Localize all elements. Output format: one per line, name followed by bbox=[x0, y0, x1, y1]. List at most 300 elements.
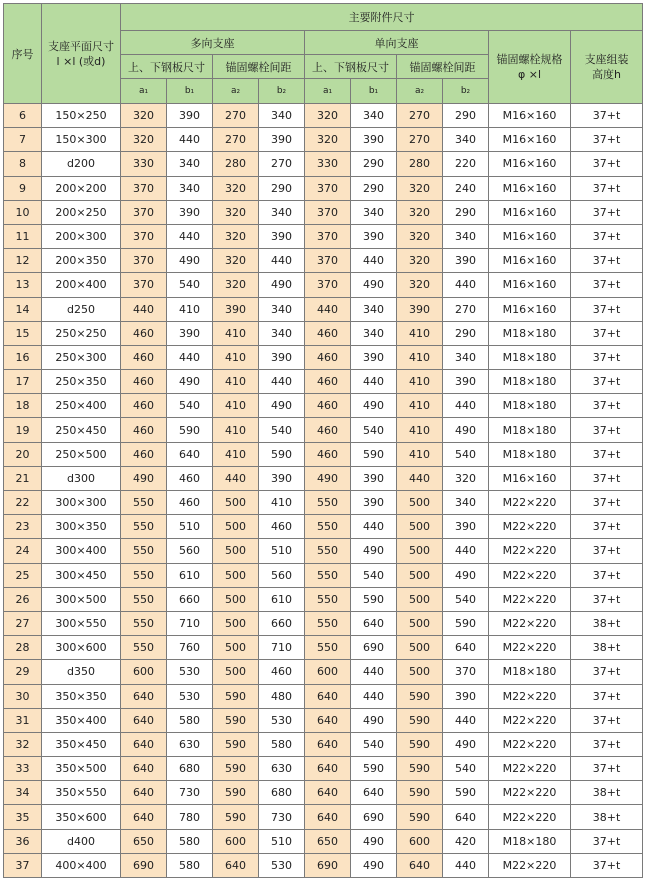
table-row bbox=[4, 394, 643, 418]
cell-single-b2: 290 bbox=[443, 200, 489, 224]
table-row bbox=[4, 636, 643, 660]
table-row bbox=[4, 587, 643, 611]
cell-bolt-spec: M18×180 bbox=[489, 321, 571, 345]
cell-single-a1: 330 bbox=[305, 152, 351, 176]
cell-multi-a1: 550 bbox=[121, 515, 167, 539]
cell-single-a2: 590 bbox=[397, 781, 443, 805]
cell-plan-dimensions: 350×400 bbox=[42, 708, 121, 732]
cell-multi-a1: 460 bbox=[121, 370, 167, 394]
cell-multi-b1: 440 bbox=[167, 345, 213, 369]
cell-index: 13 bbox=[4, 273, 42, 297]
cell-single-a1: 600 bbox=[305, 660, 351, 684]
cell-single-b2: 340 bbox=[443, 491, 489, 515]
cell-plan-dimensions: 250×250 bbox=[42, 321, 121, 345]
cell-single-a1: 550 bbox=[305, 611, 351, 635]
cell-multi-b2: 630 bbox=[259, 757, 305, 781]
cell-multi-b1: 580 bbox=[167, 829, 213, 853]
cell-single-b2: 220 bbox=[443, 152, 489, 176]
cell-bolt-spec: M22×220 bbox=[489, 732, 571, 756]
cell-single-a1: 320 bbox=[305, 128, 351, 152]
cell-multi-a1: 650 bbox=[121, 829, 167, 853]
cell-plan-dimensions: 350×500 bbox=[42, 757, 121, 781]
cell-multi-a1: 550 bbox=[121, 563, 167, 587]
cell-multi-a1: 550 bbox=[121, 491, 167, 515]
cell-assembly-height: 37+t bbox=[571, 442, 643, 466]
cell-index: 22 bbox=[4, 491, 42, 515]
cell-single-b2: 640 bbox=[443, 636, 489, 660]
table-row bbox=[4, 563, 643, 587]
cell-multi-a2: 410 bbox=[213, 418, 259, 442]
cell-multi-a2: 590 bbox=[213, 684, 259, 708]
cell-index: 33 bbox=[4, 757, 42, 781]
cell-plan-dimensions: 250×400 bbox=[42, 394, 121, 418]
header-multi-a2: a₂ bbox=[213, 79, 259, 104]
table-row bbox=[4, 152, 643, 176]
cell-multi-a2: 320 bbox=[213, 176, 259, 200]
header-plan-dimensions-line1: 支座平面尺寸 bbox=[48, 39, 114, 53]
cell-single-b1: 290 bbox=[351, 152, 397, 176]
cell-plan-dimensions: 250×350 bbox=[42, 370, 121, 394]
cell-multi-b1: 680 bbox=[167, 757, 213, 781]
cell-single-b2: 390 bbox=[443, 684, 489, 708]
cell-multi-b1: 610 bbox=[167, 563, 213, 587]
cell-plan-dimensions: d400 bbox=[42, 829, 121, 853]
table-row bbox=[4, 249, 643, 273]
cell-plan-dimensions: 350×550 bbox=[42, 781, 121, 805]
header-multi-a1: a₁ bbox=[121, 79, 167, 104]
cell-plan-dimensions: d300 bbox=[42, 466, 121, 490]
cell-multi-a2: 600 bbox=[213, 829, 259, 853]
cell-index: 21 bbox=[4, 466, 42, 490]
cell-single-a1: 460 bbox=[305, 442, 351, 466]
cell-single-b1: 390 bbox=[351, 491, 397, 515]
cell-assembly-height: 37+t bbox=[571, 732, 643, 756]
cell-index: 23 bbox=[4, 515, 42, 539]
cell-multi-a2: 500 bbox=[213, 515, 259, 539]
cell-plan-dimensions: 250×450 bbox=[42, 418, 121, 442]
cell-assembly-height: 37+t bbox=[571, 224, 643, 248]
cell-bolt-spec: M22×220 bbox=[489, 853, 571, 877]
cell-index: 18 bbox=[4, 394, 42, 418]
cell-single-a1: 460 bbox=[305, 321, 351, 345]
cell-single-b1: 390 bbox=[351, 345, 397, 369]
cell-multi-a1: 460 bbox=[121, 321, 167, 345]
cell-single-a2: 410 bbox=[397, 370, 443, 394]
cell-single-b1: 340 bbox=[351, 297, 397, 321]
header-plan-dimensions bbox=[42, 4, 121, 104]
cell-assembly-height: 37+t bbox=[571, 853, 643, 877]
cell-single-a1: 550 bbox=[305, 563, 351, 587]
cell-single-b2: 440 bbox=[443, 853, 489, 877]
cell-multi-b2: 440 bbox=[259, 249, 305, 273]
cell-single-b1: 540 bbox=[351, 418, 397, 442]
cell-multi-a2: 320 bbox=[213, 224, 259, 248]
cell-multi-a1: 460 bbox=[121, 345, 167, 369]
table-row bbox=[4, 104, 643, 128]
cell-index: 10 bbox=[4, 200, 42, 224]
cell-single-a1: 640 bbox=[305, 732, 351, 756]
cell-single-a2: 500 bbox=[397, 563, 443, 587]
cell-multi-a2: 410 bbox=[213, 321, 259, 345]
cell-multi-a1: 690 bbox=[121, 853, 167, 877]
cell-multi-b2: 590 bbox=[259, 442, 305, 466]
cell-single-b1: 290 bbox=[351, 176, 397, 200]
cell-multi-b1: 340 bbox=[167, 176, 213, 200]
table-row bbox=[4, 224, 643, 248]
cell-assembly-height: 37+t bbox=[571, 563, 643, 587]
cell-single-a2: 500 bbox=[397, 636, 443, 660]
cell-single-b2: 590 bbox=[443, 611, 489, 635]
table-row bbox=[4, 515, 643, 539]
cell-multi-a2: 270 bbox=[213, 128, 259, 152]
cell-multi-a1: 370 bbox=[121, 200, 167, 224]
cell-single-a2: 410 bbox=[397, 418, 443, 442]
cell-plan-dimensions: 300×400 bbox=[42, 539, 121, 563]
cell-index: 17 bbox=[4, 370, 42, 394]
header-bolt-spec-line1: 锚固螺栓规格 bbox=[496, 53, 563, 66]
cell-multi-b1: 540 bbox=[167, 394, 213, 418]
cell-multi-b2: 560 bbox=[259, 563, 305, 587]
cell-multi-b2: 340 bbox=[259, 104, 305, 128]
cell-assembly-height: 37+t bbox=[571, 345, 643, 369]
cell-single-b2: 290 bbox=[443, 104, 489, 128]
cell-assembly-height: 37+t bbox=[571, 708, 643, 732]
cell-bolt-spec: M18×180 bbox=[489, 345, 571, 369]
header-single-a2: a₂ bbox=[397, 79, 443, 104]
cell-index: 16 bbox=[4, 345, 42, 369]
cell-single-b1: 490 bbox=[351, 394, 397, 418]
cell-index: 12 bbox=[4, 249, 42, 273]
cell-single-a2: 410 bbox=[397, 345, 443, 369]
cell-single-b1: 640 bbox=[351, 781, 397, 805]
cell-single-a2: 320 bbox=[397, 224, 443, 248]
table-row bbox=[4, 370, 643, 394]
cell-bolt-spec: M16×160 bbox=[489, 104, 571, 128]
cell-multi-b1: 390 bbox=[167, 200, 213, 224]
cell-plan-dimensions: 200×400 bbox=[42, 273, 121, 297]
cell-multi-a1: 320 bbox=[121, 104, 167, 128]
cell-multi-b2: 340 bbox=[259, 200, 305, 224]
cell-multi-b2: 390 bbox=[259, 466, 305, 490]
cell-single-a1: 370 bbox=[305, 273, 351, 297]
cell-single-a2: 410 bbox=[397, 321, 443, 345]
header-plan-dimensions-line2: l ×l (或d) bbox=[56, 54, 106, 68]
cell-multi-a2: 500 bbox=[213, 491, 259, 515]
cell-multi-b2: 290 bbox=[259, 176, 305, 200]
table-row bbox=[4, 708, 643, 732]
cell-single-b2: 640 bbox=[443, 805, 489, 829]
cell-multi-b2: 580 bbox=[259, 732, 305, 756]
cell-multi-a2: 410 bbox=[213, 345, 259, 369]
cell-bolt-spec: M16×160 bbox=[489, 224, 571, 248]
cell-index: 36 bbox=[4, 829, 42, 853]
cell-multi-b1: 580 bbox=[167, 853, 213, 877]
cell-bolt-spec: M18×180 bbox=[489, 442, 571, 466]
cell-multi-b2: 460 bbox=[259, 515, 305, 539]
cell-assembly-height: 37+t bbox=[571, 660, 643, 684]
cell-single-a2: 500 bbox=[397, 491, 443, 515]
cell-single-a2: 500 bbox=[397, 539, 443, 563]
table-body bbox=[4, 104, 643, 878]
cell-multi-b1: 530 bbox=[167, 684, 213, 708]
cell-multi-a2: 320 bbox=[213, 273, 259, 297]
cell-single-a2: 320 bbox=[397, 200, 443, 224]
cell-single-b1: 640 bbox=[351, 611, 397, 635]
cell-multi-a2: 640 bbox=[213, 853, 259, 877]
cell-single-a2: 320 bbox=[397, 249, 443, 273]
cell-single-a1: 640 bbox=[305, 757, 351, 781]
cell-single-a1: 370 bbox=[305, 249, 351, 273]
table-row bbox=[4, 176, 643, 200]
header-multi-directional: 多向支座 bbox=[121, 31, 305, 55]
table-row bbox=[4, 781, 643, 805]
cell-single-a2: 280 bbox=[397, 152, 443, 176]
cell-single-b2: 240 bbox=[443, 176, 489, 200]
header-multi-bolt-spacing: 锚固螺栓间距 bbox=[213, 55, 305, 79]
cell-single-b1: 590 bbox=[351, 442, 397, 466]
cell-single-a2: 600 bbox=[397, 829, 443, 853]
table-row bbox=[4, 128, 643, 152]
cell-multi-a1: 600 bbox=[121, 660, 167, 684]
cell-index: 7 bbox=[4, 128, 42, 152]
cell-single-a2: 500 bbox=[397, 515, 443, 539]
cell-bolt-spec: M16×160 bbox=[489, 128, 571, 152]
cell-bolt-spec: M22×220 bbox=[489, 515, 571, 539]
cell-multi-b2: 340 bbox=[259, 297, 305, 321]
cell-single-a1: 460 bbox=[305, 418, 351, 442]
cell-multi-a1: 370 bbox=[121, 249, 167, 273]
cell-single-b1: 490 bbox=[351, 708, 397, 732]
cell-multi-a2: 440 bbox=[213, 466, 259, 490]
cell-bolt-spec: M16×160 bbox=[489, 200, 571, 224]
cell-index: 37 bbox=[4, 853, 42, 877]
cell-single-b2: 440 bbox=[443, 539, 489, 563]
table-row bbox=[4, 418, 643, 442]
cell-single-a2: 640 bbox=[397, 853, 443, 877]
cell-single-a1: 650 bbox=[305, 829, 351, 853]
cell-single-a2: 320 bbox=[397, 273, 443, 297]
cell-assembly-height: 38+t bbox=[571, 636, 643, 660]
cell-multi-b1: 660 bbox=[167, 587, 213, 611]
cell-plan-dimensions: 350×350 bbox=[42, 684, 121, 708]
cell-bolt-spec: M16×160 bbox=[489, 249, 571, 273]
cell-bolt-spec: M22×220 bbox=[489, 708, 571, 732]
cell-single-b2: 490 bbox=[443, 418, 489, 442]
cell-assembly-height: 37+t bbox=[571, 273, 643, 297]
cell-single-a2: 270 bbox=[397, 104, 443, 128]
cell-assembly-height: 37+t bbox=[571, 684, 643, 708]
cell-multi-b1: 440 bbox=[167, 224, 213, 248]
cell-single-b1: 390 bbox=[351, 224, 397, 248]
cell-multi-a2: 500 bbox=[213, 563, 259, 587]
cell-index: 6 bbox=[4, 104, 42, 128]
cell-multi-b2: 480 bbox=[259, 684, 305, 708]
header-single-a1: a₁ bbox=[305, 79, 351, 104]
cell-multi-b1: 340 bbox=[167, 152, 213, 176]
cell-plan-dimensions: 150×300 bbox=[42, 128, 121, 152]
cell-plan-dimensions: 200×350 bbox=[42, 249, 121, 273]
header-single-b1: b₁ bbox=[351, 79, 397, 104]
cell-multi-a1: 370 bbox=[121, 176, 167, 200]
cell-bolt-spec: M22×220 bbox=[489, 805, 571, 829]
cell-plan-dimensions: 350×600 bbox=[42, 805, 121, 829]
cell-bolt-spec: M22×220 bbox=[489, 563, 571, 587]
cell-multi-b2: 730 bbox=[259, 805, 305, 829]
cell-index: 8 bbox=[4, 152, 42, 176]
cell-single-b2: 540 bbox=[443, 587, 489, 611]
cell-multi-a1: 440 bbox=[121, 297, 167, 321]
cell-single-b2: 290 bbox=[443, 321, 489, 345]
cell-multi-b2: 530 bbox=[259, 853, 305, 877]
cell-multi-a2: 270 bbox=[213, 104, 259, 128]
cell-multi-a2: 390 bbox=[213, 297, 259, 321]
cell-multi-a1: 460 bbox=[121, 442, 167, 466]
cell-single-a2: 590 bbox=[397, 757, 443, 781]
cell-single-a2: 500 bbox=[397, 611, 443, 635]
cell-plan-dimensions: 200×200 bbox=[42, 176, 121, 200]
cell-plan-dimensions: 300×600 bbox=[42, 636, 121, 660]
cell-multi-b1: 640 bbox=[167, 442, 213, 466]
cell-assembly-height: 37+t bbox=[571, 321, 643, 345]
cell-single-b2: 390 bbox=[443, 515, 489, 539]
cell-single-a1: 640 bbox=[305, 805, 351, 829]
table-row bbox=[4, 345, 643, 369]
cell-single-a2: 500 bbox=[397, 587, 443, 611]
cell-index: 28 bbox=[4, 636, 42, 660]
cell-single-b2: 490 bbox=[443, 563, 489, 587]
cell-single-a1: 460 bbox=[305, 370, 351, 394]
cell-single-b1: 490 bbox=[351, 539, 397, 563]
cell-single-a1: 320 bbox=[305, 104, 351, 128]
cell-multi-a1: 640 bbox=[121, 757, 167, 781]
cell-assembly-height: 37+t bbox=[571, 829, 643, 853]
cell-assembly-height: 37+t bbox=[571, 515, 643, 539]
cell-single-a2: 440 bbox=[397, 466, 443, 490]
cell-multi-a2: 410 bbox=[213, 394, 259, 418]
cell-multi-a1: 640 bbox=[121, 684, 167, 708]
cell-assembly-height: 37+t bbox=[571, 176, 643, 200]
cell-multi-b1: 530 bbox=[167, 660, 213, 684]
header-multi-plate-size: 上、下钢板尺寸 bbox=[121, 55, 213, 79]
cell-assembly-height: 38+t bbox=[571, 781, 643, 805]
cell-single-a1: 550 bbox=[305, 587, 351, 611]
header-main-attachment: 主要附件尺寸 bbox=[121, 4, 643, 31]
cell-single-b2: 340 bbox=[443, 224, 489, 248]
cell-multi-b2: 610 bbox=[259, 587, 305, 611]
cell-assembly-height: 38+t bbox=[571, 805, 643, 829]
cell-assembly-height: 37+t bbox=[571, 418, 643, 442]
header-assembly-height-line1: 支座组装 bbox=[584, 53, 629, 66]
cell-single-a2: 590 bbox=[397, 708, 443, 732]
cell-single-a2: 320 bbox=[397, 176, 443, 200]
cell-multi-a2: 320 bbox=[213, 249, 259, 273]
header-bolt-spec-line2: φ ×l bbox=[517, 68, 542, 81]
cell-assembly-height: 37+t bbox=[571, 370, 643, 394]
cell-single-a2: 410 bbox=[397, 394, 443, 418]
cell-single-b2: 390 bbox=[443, 370, 489, 394]
cell-plan-dimensions: 300×450 bbox=[42, 563, 121, 587]
cell-multi-b2: 540 bbox=[259, 418, 305, 442]
cell-multi-a1: 640 bbox=[121, 708, 167, 732]
table-row bbox=[4, 273, 643, 297]
header-assembly-height-line2: 高度h bbox=[592, 68, 622, 81]
cell-single-b1: 440 bbox=[351, 660, 397, 684]
table-row bbox=[4, 732, 643, 756]
cell-single-a2: 390 bbox=[397, 297, 443, 321]
cell-plan-dimensions: 250×500 bbox=[42, 442, 121, 466]
header-single-plate-size: 上、下钢板尺寸 bbox=[305, 55, 397, 79]
cell-bolt-spec: M22×220 bbox=[489, 539, 571, 563]
cell-index: 31 bbox=[4, 708, 42, 732]
cell-index: 34 bbox=[4, 781, 42, 805]
cell-single-b1: 590 bbox=[351, 757, 397, 781]
cell-assembly-height: 37+t bbox=[571, 297, 643, 321]
cell-multi-a2: 590 bbox=[213, 781, 259, 805]
cell-multi-b2: 490 bbox=[259, 394, 305, 418]
cell-single-a1: 460 bbox=[305, 345, 351, 369]
cell-single-a1: 640 bbox=[305, 781, 351, 805]
header-multi-b1: b₁ bbox=[167, 79, 213, 104]
cell-multi-a1: 330 bbox=[121, 152, 167, 176]
cell-single-b2: 340 bbox=[443, 345, 489, 369]
cell-plan-dimensions: 150×250 bbox=[42, 104, 121, 128]
cell-index: 29 bbox=[4, 660, 42, 684]
cell-single-b1: 490 bbox=[351, 829, 397, 853]
cell-plan-dimensions: 250×300 bbox=[42, 345, 121, 369]
cell-multi-b2: 510 bbox=[259, 829, 305, 853]
cell-single-b1: 440 bbox=[351, 684, 397, 708]
cell-multi-b1: 490 bbox=[167, 370, 213, 394]
cell-single-a1: 640 bbox=[305, 684, 351, 708]
cell-multi-b1: 780 bbox=[167, 805, 213, 829]
cell-plan-dimensions: 200×250 bbox=[42, 200, 121, 224]
cell-single-a1: 370 bbox=[305, 200, 351, 224]
cell-index: 14 bbox=[4, 297, 42, 321]
cell-index: 30 bbox=[4, 684, 42, 708]
cell-single-a2: 590 bbox=[397, 732, 443, 756]
cell-multi-a2: 590 bbox=[213, 732, 259, 756]
cell-single-b1: 540 bbox=[351, 732, 397, 756]
header-bolt-spec bbox=[489, 31, 571, 104]
cell-multi-b2: 710 bbox=[259, 636, 305, 660]
cell-multi-a2: 590 bbox=[213, 805, 259, 829]
table-row bbox=[4, 442, 643, 466]
cell-single-a2: 500 bbox=[397, 660, 443, 684]
cell-plan-dimensions: 200×300 bbox=[42, 224, 121, 248]
cell-bolt-spec: M22×220 bbox=[489, 587, 571, 611]
cell-single-b2: 490 bbox=[443, 732, 489, 756]
header-single-directional: 单向支座 bbox=[305, 31, 489, 55]
bearing-dimensions-table bbox=[3, 3, 643, 878]
cell-single-b1: 690 bbox=[351, 805, 397, 829]
cell-single-a2: 270 bbox=[397, 128, 443, 152]
cell-index: 11 bbox=[4, 224, 42, 248]
cell-single-a1: 550 bbox=[305, 636, 351, 660]
cell-multi-b2: 390 bbox=[259, 224, 305, 248]
cell-bolt-spec: M22×220 bbox=[489, 611, 571, 635]
cell-multi-b2: 340 bbox=[259, 321, 305, 345]
cell-single-b1: 490 bbox=[351, 273, 397, 297]
cell-single-b1: 440 bbox=[351, 370, 397, 394]
header-multi-b2: b₂ bbox=[259, 79, 305, 104]
cell-multi-b1: 410 bbox=[167, 297, 213, 321]
cell-multi-a1: 320 bbox=[121, 128, 167, 152]
cell-single-b1: 390 bbox=[351, 466, 397, 490]
cell-multi-a2: 280 bbox=[213, 152, 259, 176]
cell-plan-dimensions: 300×500 bbox=[42, 587, 121, 611]
cell-multi-b1: 760 bbox=[167, 636, 213, 660]
cell-multi-b1: 460 bbox=[167, 491, 213, 515]
